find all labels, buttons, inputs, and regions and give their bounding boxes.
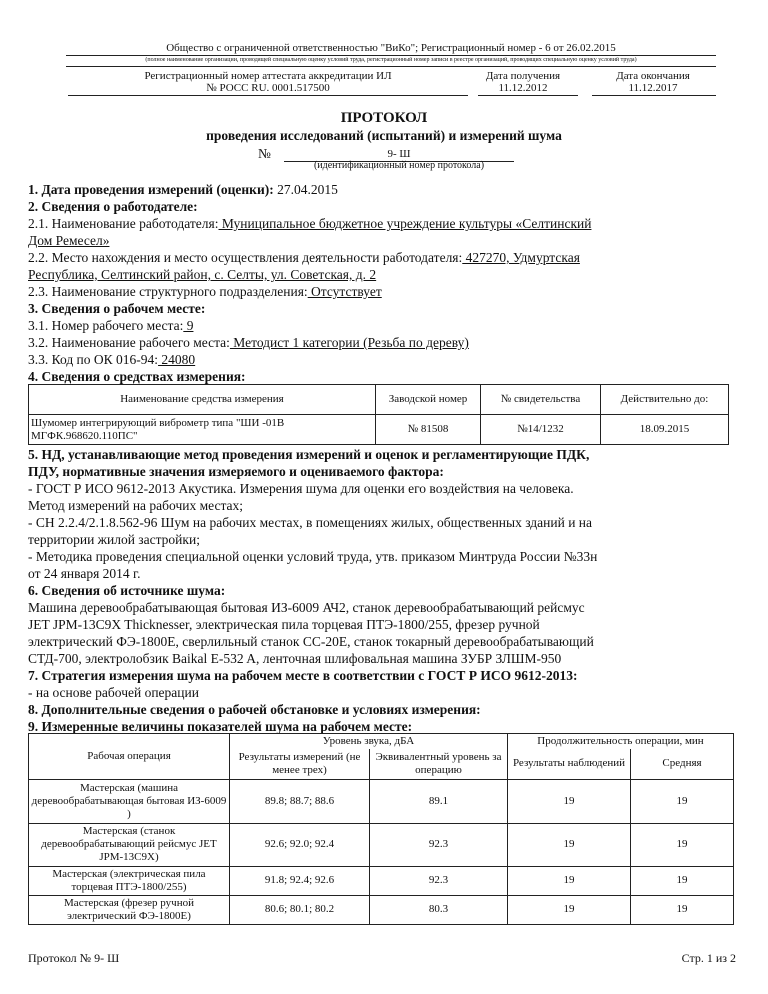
workplace-number-line	[28, 317, 193, 334]
measurement-date: 27.04.2015	[273, 182, 338, 197]
average-cell: 19	[631, 823, 734, 866]
observations-cell: 19	[508, 823, 631, 866]
instruments-table	[28, 384, 729, 445]
workplace-name-line	[28, 334, 469, 351]
employer-address-line	[28, 249, 748, 266]
column-header-duration: Продолжительность операции, мин	[508, 734, 734, 750]
results-cell: 80.6; 80.1; 80.2	[230, 895, 370, 924]
noise-source-line: СТД-700, электролобзик Baikal E-532 A, ленточная шлифовальная машина ЗУБР ЗЛШМ-950	[28, 651, 562, 666]
division-line	[28, 283, 748, 300]
column-header-results: Результаты измерений (не менее трех)	[230, 749, 370, 779]
equivalent-cell: 89.1	[370, 779, 508, 823]
noise-source-line: Машина деревообрабатывающая бытовая ИЗ-6009 АЧ2, станок деревообрабатывающий рейсмус	[28, 600, 585, 615]
divider	[68, 95, 468, 96]
division-value: Отсутствует	[307, 284, 382, 299]
table-header-row	[29, 734, 734, 750]
measurement-date-label: 1. Дата проведения измерений (оценки):	[28, 182, 274, 197]
organization-line: Общество с ограниченной ответственностью "ВиКо"; Регистрационный номер - 6 от 26.02.2015	[166, 42, 616, 54]
section-4-heading: 4. Сведения о средствах измерения:	[28, 369, 246, 384]
footer-protocol-number: Протокол № 9- Ш	[28, 951, 120, 965]
section-7-heading: 7. Стратегия измерения шума на рабочем месте в соответствии с ГОСТ Р ИСО 9612-2013:	[28, 668, 578, 683]
division-label: 2.3. Наименование структурного подразделения:	[28, 284, 308, 299]
column-header: Наименование средства измерения	[29, 385, 376, 415]
standard-line: - ГОСТ Р ИСО 9612-2013 Акустика. Измерения шума для оценки его воздействия на человека.	[28, 481, 574, 496]
standard-line: - СН 2.2.4/2.1.8.562-96 Шум на рабочих местах, в помещениях жилых, общественных зданий и на	[28, 515, 593, 530]
employer-name-label: 2.1. Наименование работодателя:	[28, 216, 219, 231]
protocol-title: ПРОТОКОЛ	[340, 110, 428, 126]
ok-code-line	[28, 351, 195, 368]
equivalent-cell: 92.3	[370, 866, 508, 895]
standard-line: территории жилой застройки;	[28, 532, 200, 547]
employer-name: Муниципальное бюджетное учреждение культуры «Селтинский	[218, 216, 592, 231]
column-header: Заводской номер	[376, 385, 481, 415]
instrument-name: Шумомер интегрирующий виброметр типа "ШИ -01В МГФК.968620.110ПС"	[29, 415, 376, 445]
section-6-heading: 6. Сведения об источнике шума:	[28, 583, 226, 598]
divider	[592, 95, 716, 96]
ok-code: 24080	[158, 352, 196, 367]
ok-code-label: 3.3. Код по ОК 016-94:	[28, 352, 159, 367]
organization-caption: (полное наименование организации, проводящей специальную оценку условий труда, регистрационный номер записи в реестре организаций, проводящих специальную оценку условий труда)	[145, 57, 637, 63]
column-header: № свидетельства	[481, 385, 601, 415]
employer-name-line	[28, 215, 748, 232]
footer-page-number: Стр. 1 из 2	[681, 951, 736, 965]
table-row	[29, 866, 734, 895]
noise-source-line: JET JPM-13C9X Thicknesser, электрическая пила торцевая ПТЭ-1800/255, фрезер ручной	[28, 617, 540, 632]
serial-number: № 81508	[376, 415, 481, 445]
results-cell: 91.8; 92.4; 92.6	[230, 866, 370, 895]
workplace-number: 9	[183, 318, 194, 333]
table-row	[29, 895, 734, 924]
received-label: Дата получения	[485, 70, 561, 82]
table-row	[29, 415, 729, 445]
standard-line: Метод измерений на рабочих местах;	[28, 498, 243, 513]
average-cell: 19	[631, 779, 734, 823]
operation-cell: Мастерская (машина деревообрабатывающая бытовая ИЗ-6009 )	[29, 779, 230, 823]
standard-line: от 24 января 2014 г.	[28, 566, 141, 581]
received-date: 11.12.2012	[498, 82, 548, 94]
expiry-date: 11.12.2017	[628, 82, 678, 94]
employer-address-continued: Республика, Селтинский район, с. Селты, ул. Советская, д. 2	[28, 267, 377, 282]
average-cell: 19	[631, 866, 734, 895]
noise-measurements-table	[28, 733, 734, 925]
accreditation-number: № РОСС RU. 0001.517500	[206, 82, 330, 94]
section-9-heading: 9. Измеренные величины показателей шума на рабочем месте:	[28, 719, 413, 734]
table-row	[29, 823, 734, 866]
number-sign: №	[258, 146, 271, 161]
accreditation-label: Регистрационный номер аттестата аккредитации ИЛ	[144, 70, 392, 82]
column-header-equivalent: Эквивалентный уровень за операцию	[370, 749, 508, 779]
section-5-heading-continued: ПДУ, нормативные значения измеряемого и оцениваемого фактора:	[28, 464, 444, 479]
table-header-row	[29, 385, 729, 415]
observations-cell: 19	[508, 895, 631, 924]
standards-list	[28, 480, 748, 582]
divider	[478, 95, 578, 96]
section-3-heading: 3. Сведения о рабочем месте:	[28, 301, 206, 316]
operation-cell: Мастерская (станок деревообрабатывающий рейсмус JET JPM-13C9X)	[29, 823, 230, 866]
protocol-number-caption: (идентификационный номер протокола)	[313, 160, 485, 171]
protocol-subtitle: проведения исследований (испытаний) и измерений шума	[206, 128, 562, 143]
observations-cell: 19	[508, 866, 631, 895]
results-cell: 92.6; 92.0; 92.4	[230, 823, 370, 866]
section-8-heading: 8. Дополнительные сведения о рабочей обстановке и условиях измерения:	[28, 702, 481, 717]
operation-cell: Мастерская (электрическая пила торцевая ПТЭ-1800/255)	[29, 866, 230, 895]
equivalent-cell: 92.3	[370, 823, 508, 866]
section-1	[28, 181, 748, 198]
column-header-operation: Рабочая операция	[29, 734, 230, 780]
valid-until: 18.09.2015	[601, 415, 729, 445]
expiry-label: Дата окончания	[616, 70, 690, 82]
standard-line: - Методика проведения специальной оценки условий труда, утв. приказом Минтруда России №33н	[28, 549, 598, 564]
divider	[66, 55, 716, 56]
certificate-number: №14/1232	[481, 415, 601, 445]
equivalent-cell: 80.3	[370, 895, 508, 924]
section-2-heading: 2. Сведения о работодателе:	[28, 199, 198, 214]
workplace-number-label: 3.1. Номер рабочего места:	[28, 318, 184, 333]
column-header: Действительно до:	[601, 385, 729, 415]
employer-address-label: 2.2. Место нахождения и место осуществления деятельности работодателя:	[28, 250, 463, 265]
results-cell: 89.8; 88.7; 88.6	[230, 779, 370, 823]
protocol-number: 9- Ш	[387, 148, 411, 160]
average-cell: 19	[631, 895, 734, 924]
column-header-sound-level: Уровень звука, дБА	[230, 734, 508, 750]
employer-name-continued: Дом Ремесел»	[28, 233, 110, 248]
noise-sources	[28, 599, 748, 667]
noise-source-line: электрический ФЭ-1800Е, сверлильный станок СС-20Е, станок токарный деревообрабатывающий	[28, 634, 594, 649]
column-header-observations: Результаты наблюдений	[508, 749, 631, 779]
table-row	[29, 779, 734, 823]
column-header-average: Средняя	[631, 749, 734, 779]
workplace-name: Методист 1 категории (Резьба по дереву)	[229, 335, 469, 350]
divider	[66, 66, 716, 67]
operation-cell: Мастерская (фрезер ручной электрический ФЭ-1800Е)	[29, 895, 230, 924]
employer-address: 427270, Удмуртская	[462, 250, 580, 265]
section-5-heading: 5. НД, устанавливающие метод проведения измерений и оценок и регламентирующие ПДК,	[28, 447, 590, 462]
strategy-value: - на основе рабочей операции	[28, 685, 199, 700]
observations-cell: 19	[508, 779, 631, 823]
workplace-name-label: 3.2. Наименование рабочего места:	[28, 335, 230, 350]
